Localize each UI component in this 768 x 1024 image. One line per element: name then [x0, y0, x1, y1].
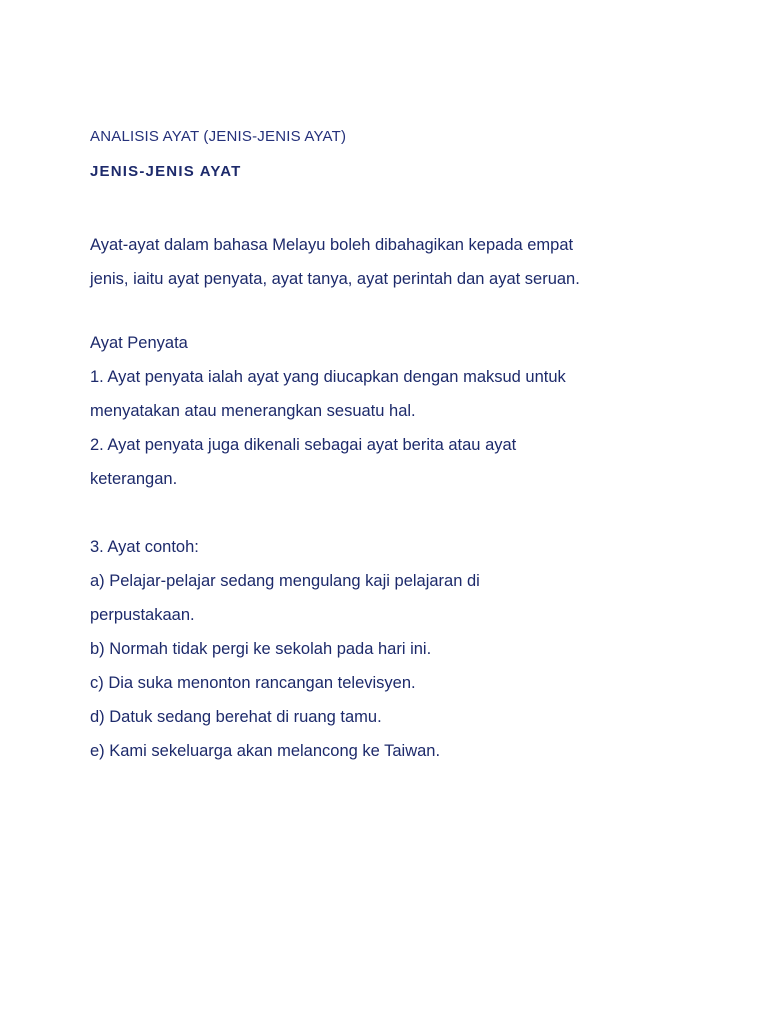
intro-line-1: Ayat-ayat dalam bahasa Melayu boleh dibahagikan kepada empat — [90, 236, 574, 254]
penyata-subheading: Ayat Penyata — [90, 334, 188, 352]
penyata-point-1-line-1: 1. Ayat penyata ialah ayat yang diucapkan dengan maksud untuk — [90, 368, 566, 386]
penyata-point-1-line-2: menyatakan atau menerangkan sesuatu hal. — [90, 402, 416, 420]
contoh-a-line-2: perpustakaan. — [90, 606, 195, 624]
contoh-d: d) Datuk sedang berehat di ruang tamu. — [90, 708, 382, 726]
contoh-a-line-1: a) Pelajar-pelajar sedang mengulang kaji pelajaran di — [90, 572, 480, 590]
intro-line-2: jenis, iaitu ayat penyata, ayat tanya, ayat perintah dan ayat seruan. — [90, 270, 580, 288]
ayat-contoh-section — [90, 530, 480, 768]
contoh-e: e) Kami sekeluarga akan melancong ke Taiwan. — [90, 742, 441, 760]
penyata-point-2-line-2: keterangan. — [90, 470, 178, 488]
penyata-point-2-line-1: 2. Ayat penyata juga dikenali sebagai ayat berita atau ayat — [90, 436, 517, 454]
intro-paragraph — [90, 228, 710, 296]
contoh-b: b) Normah tidak pergi ke sekolah pada hari ini. — [90, 640, 432, 658]
ayat-penyata-section — [90, 326, 566, 496]
contoh-c: c) Dia suka menonton rancangan televisyen. — [90, 674, 416, 692]
contoh-label: 3. Ayat contoh: — [90, 538, 199, 556]
document-title: ANALISIS AYAT (JENIS-JENIS AYAT) — [90, 128, 347, 145]
section-heading: JENIS-JENIS AYAT — [90, 163, 242, 180]
